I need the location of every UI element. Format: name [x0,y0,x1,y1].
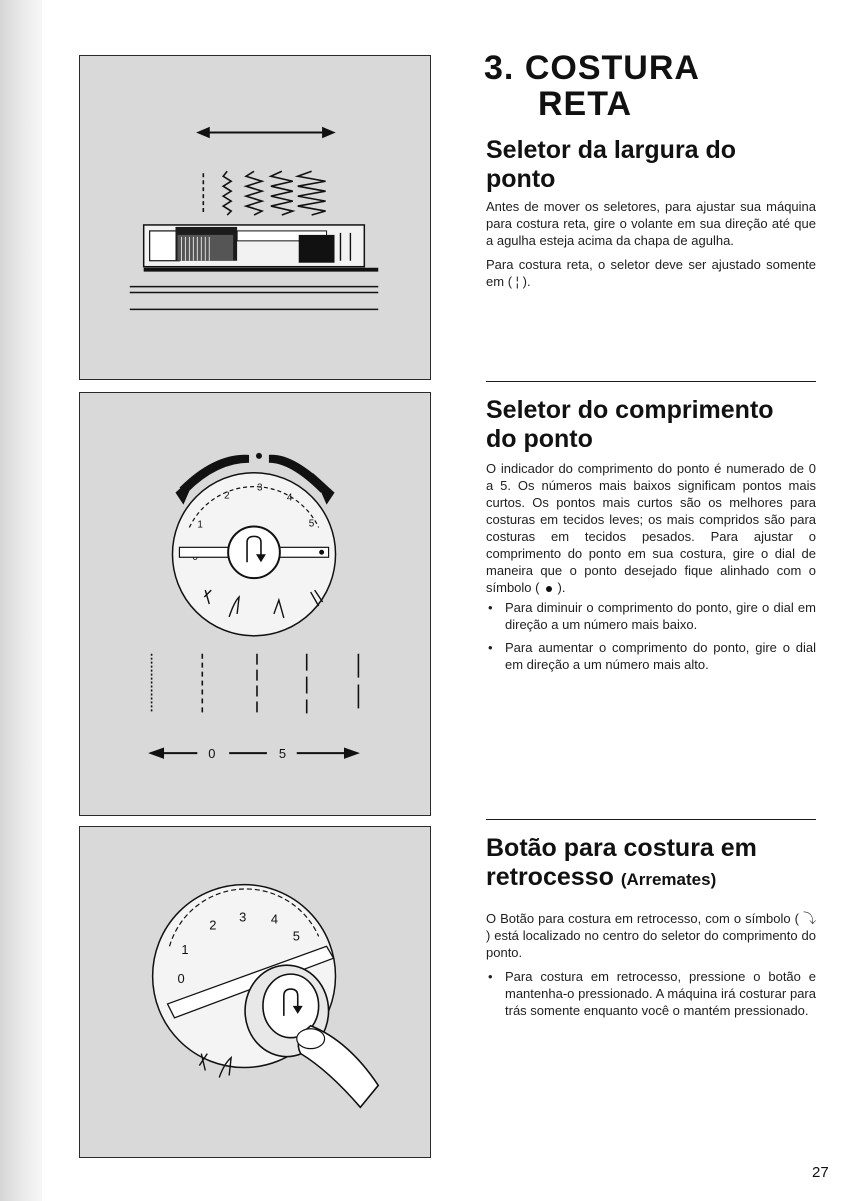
dial-number-4: 4 [286,492,293,504]
reverse-heading-line1: Botão para costura em [486,834,757,862]
reverse-dial-number-0: 0 [177,971,185,987]
figure-length-dial [79,392,431,816]
symbol-close: ). [557,580,566,595]
figure-width-selector [79,55,431,380]
reverse-dial-number-5: 5 [292,928,300,944]
reverse-button-text [486,910,816,1025]
scale-max-label: 5 [278,746,287,762]
symbol-open: ( [535,580,540,595]
reverse-dial-number-3: 3 [239,909,247,925]
dot-symbol-icon [546,586,552,592]
width-heading-line1: Seletor da largura do [486,136,737,164]
list-item: • Para costura em retrocesso, pressione o botão e mantenha-o pressionado. A máquina irá costurar para trás somente enquanto você o mantém pressionado. [486,968,816,1019]
length-selector-text [486,460,816,679]
reverse-dial-number-1: 1 [181,942,189,958]
length-heading-line2: do ponto [486,425,593,453]
page-edge-shadow [0,0,42,1201]
scale-min-label: 0 [208,746,216,762]
reverse-heading-word: retrocesso [486,863,614,891]
length-paragraph-text: O indicador do comprimento do ponto é numerado de 0 a 5. Os números mais baixos significam pontos mais curtos. Os pontos mais curtos são os melhores para costuras em tecidos leves; os mais compridos são para costuras em tecidos pesados. Para ajustar o comprimento do ponto em sua costura, gire o dial de maneira que o ponto desejado fique alinhado com o símbolo [486,461,816,595]
section-number: 3. [484,49,515,87]
width-paragraph-2 [486,256,816,290]
reverse-dial-number-4: 4 [270,911,279,927]
list-item: • Para aumentar o comprimento do ponto, gire o dial em direção a um número mais alto. [486,639,816,673]
section-title-line1: COSTURA [524,49,700,87]
length-selector-heading [486,396,774,454]
width-paragraph-2-text: Para costura reta, o seletor deve ser ajustado somente em [486,257,816,289]
width-heading-line2: ponto [486,165,556,193]
figure-reverse-button [79,826,431,1158]
arrow-left-icon [197,128,209,138]
section-title-line2: RETA [538,85,633,123]
width-selector-text [486,198,816,297]
straight-stitch-symbol: ( ¦ ). [507,274,531,289]
dial-number-1: 1 [197,519,203,531]
width-selector-illustration [80,56,430,379]
length-heading-line1: Seletor do comprimento [486,396,774,424]
reverse-button [228,526,280,578]
reverse-paragraph: O Botão para costura em retrocesso, com o símbolo ( ⤵ ) está localizado no centro do seletor do comprimento do ponto. [486,911,816,960]
reverse-heading-line2 [486,863,757,894]
list-item: • Para diminuir o comprimento do ponto, gire o dial em direção a um número mais baixo. [486,599,816,633]
reverse-button-illustration [80,827,430,1157]
width-selector-heading [486,136,736,194]
section-title [484,50,700,122]
divider [486,381,816,382]
length-paragraph [486,460,816,596]
length-dial-illustration [80,393,430,815]
reverse-bullets [486,968,816,1019]
dial-number-3: 3 [256,482,263,494]
dial-number-2: 2 [224,490,230,502]
arrow-right-icon [323,128,335,138]
width-paragraph-1: Antes de mover os seletores, para ajustar sua máquina para costura reta, gire o volante em sua direção até que a agulha esteja acima da chapa de agulha. [486,199,816,248]
reverse-button-heading [486,834,757,894]
reverse-dial-number-2: 2 [209,917,217,933]
width-selector-slider [144,225,379,270]
divider [486,819,816,820]
page-number: 27 [812,1164,829,1181]
dial-number-5: 5 [308,518,315,530]
reverse-heading-suffix: (Arremates) [620,870,717,889]
length-bullets [486,599,816,673]
